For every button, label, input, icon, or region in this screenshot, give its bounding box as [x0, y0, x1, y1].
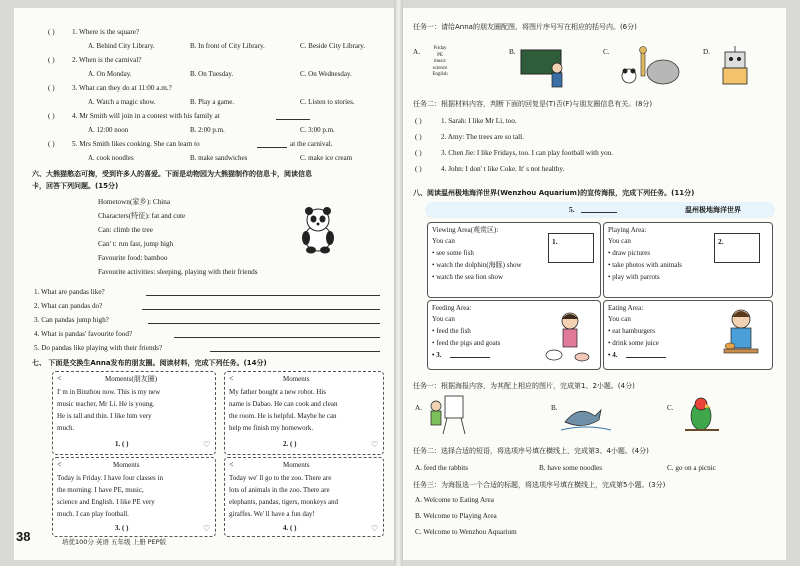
panda-cant: Can' t: run fast, jump high: [98, 240, 174, 248]
girl-feeding-picture: [544, 309, 594, 365]
mc-question-5: 5. Mrs Smith likes cooking. She can learn to: [72, 140, 200, 148]
panda-illustration: [297, 206, 339, 254]
poster-header: [425, 202, 775, 218]
schedule-card: [425, 46, 455, 90]
mc-option-4b: B. 2:00 p.m.: [190, 126, 225, 134]
boy-eating-picture: [716, 305, 766, 365]
back-arrow-icon[interactable]: <: [229, 374, 234, 383]
answer-line-3[interactable]: [450, 350, 490, 358]
feeding-area-item-2: • feed the pigs and goats: [432, 339, 501, 347]
robot-picture: [715, 44, 761, 88]
section-6-title: 六、大熊猫憨态可掬，受到许多人的喜爱。下面是动物园为大熊猫制作的信息卡，阅读信息: [32, 170, 312, 178]
mc-option-2c: C. On Wednesday.: [300, 70, 352, 78]
panda-can: Can: climb the tree: [98, 226, 153, 234]
poster-title-blank[interactable]: [581, 205, 617, 213]
tf-paren-3[interactable]: ( ): [415, 149, 422, 157]
mc-question-2: 2. When is the carnival?: [72, 56, 142, 64]
answer-line-4[interactable]: [626, 350, 666, 358]
task-2-title: 任务二：根据材料内容，判断下面的回复是(T)否(F)与朋友圈信息有关。(8分): [413, 100, 653, 108]
sec8-task-3-title: 任务三：为海报选一个合适的标题，将选项序号填在横线上，完成第5小题。(3分): [413, 481, 666, 489]
answer-box-1-label: 1.: [552, 237, 558, 246]
playing-area-heading: Playing Area:: [608, 226, 647, 234]
mc-question-3: 3. What can they do at 11:00 a.m.?: [72, 84, 172, 92]
answer-line-3[interactable]: [148, 316, 380, 324]
parrot-picture: [679, 394, 723, 438]
schedule-item: music: [434, 59, 446, 64]
mc-paren-4[interactable]: ( ): [48, 112, 55, 120]
feeding-area-you-can: You can: [432, 315, 455, 323]
moments-card-2-line-3: the room. He is helpful. Maybe he can: [229, 412, 337, 420]
picture-d-label: D.: [703, 48, 710, 56]
mc-option-5a: A. cook noodles: [88, 154, 134, 162]
mc-option-1c: C. Beside City Library.: [300, 42, 366, 50]
eating-area-heading: Eating Area:: [608, 304, 644, 312]
eating-area-card: [603, 300, 773, 370]
playing-area-card: [603, 222, 773, 298]
moments-card-4-answer[interactable]: 4. ( ): [283, 524, 297, 532]
mc-option-4a: A. 12:00 noon: [88, 126, 129, 134]
panda-question-1: 1. What are pandas like?: [34, 288, 105, 296]
answer-line-5[interactable]: [210, 344, 380, 352]
moments-card-3-answer[interactable]: 3. ( ): [115, 524, 129, 532]
teacher-blackboard-picture: [517, 48, 573, 88]
zoo-animals-picture: [613, 46, 683, 88]
phrase-option-a: A. feed the rabbits: [415, 464, 469, 472]
title-option-a: A. Welcome to Eating Area: [415, 496, 494, 504]
schedule-item: science: [432, 65, 448, 71]
back-arrow-icon[interactable]: <: [57, 460, 62, 469]
moments-card-2-line-4: help me finish my homework.: [229, 424, 314, 432]
heart-icon[interactable]: ♡: [371, 440, 379, 449]
picture-c-label: C.: [603, 48, 610, 56]
moments-card-3-line-4: much. I can play football.: [57, 510, 129, 518]
mc-question-5-tail: at the carnival.: [290, 140, 333, 148]
sec8-task-2-title: 任务二：选择合适的短语，将选项序号填在横线上，完成第3、4小题。(4分): [413, 447, 649, 455]
schedule-item: English: [432, 72, 448, 77]
viewing-area-you-can: You can: [432, 237, 455, 245]
mc-paren-5[interactable]: ( ): [48, 140, 55, 148]
panda-activities: Favourite activities: sleeping, playing with their friends: [98, 268, 258, 276]
mc-paren-2[interactable]: ( ): [48, 56, 55, 64]
book-spine: [394, 0, 403, 566]
mc-option-2b: B. On Tuesday.: [190, 70, 234, 78]
tf-item-3: 3. Chen Jie: I like Fridays, too. I can play football with you.: [441, 149, 614, 157]
answer-line-2[interactable]: [142, 302, 380, 310]
answer-box-2-label: 2.: [718, 237, 724, 246]
sec8-task-1-title: 任务一：根据海报内容，为其配上相应的图片，完成第1、2小题。(4分): [413, 382, 635, 390]
panda-characters: Characters(特征): fat and cute: [98, 212, 186, 220]
poster-pic-b-label: B.: [551, 404, 558, 412]
schedule-item: PE: [437, 52, 443, 58]
moments-card-3-line-3: science and English. I like PE very: [57, 498, 155, 506]
viewing-area-card: [427, 222, 601, 298]
mc-option-5c: C. make ice cream: [300, 154, 353, 162]
mc-option-3b: B. Play a game.: [190, 98, 235, 106]
moments-card-2: [224, 371, 384, 455]
mc-option-5b: B. make sandwiches: [190, 154, 248, 162]
moments-card-2-line-2: name is Dabao. He can cook and clean: [229, 400, 338, 408]
panda-question-5: 5. Do pandas like playing with their friends?: [34, 344, 163, 352]
viewing-area-heading: Viewing Area(观赏区):: [432, 226, 499, 234]
mc-option-1b: B. In front of City Library.: [190, 42, 265, 50]
eating-area-item-2: • drink some juice: [608, 339, 659, 347]
viewing-area-item-3: • watch the sea lion show: [432, 273, 504, 281]
moments-card-4-title: Moments: [283, 461, 310, 469]
mc-paren-1[interactable]: ( ): [48, 28, 55, 36]
mc-blank-5[interactable]: [257, 140, 287, 148]
mc-option-3a: A. Watch a magic show.: [88, 98, 156, 106]
heart-icon[interactable]: ♡: [371, 524, 379, 533]
phrase-option-c: C. go on a picnic: [667, 464, 716, 472]
poster-pic-c-label: C.: [667, 404, 674, 412]
feeding-area-item-3: • 3.: [432, 351, 442, 359]
tf-item-4: 4. John: I don' t like Coke. It' s not healthy.: [441, 165, 565, 173]
answer-box-2[interactable]: [714, 233, 760, 263]
viewing-area-item-2: • watch the dolphin(海豚) show: [432, 261, 522, 269]
moments-card-2-line-1: My father bought a new robot. His: [229, 388, 327, 396]
back-arrow-icon[interactable]: <: [229, 460, 234, 469]
title-option-c: C. Welcome to Wenzhou Aquarium: [415, 528, 517, 536]
moments-card-4-line-3: elephants, pandas, tigers, monkeys and: [229, 498, 339, 506]
moments-card-1-line-1: I' m in Binzhou now. This is my new: [57, 388, 161, 396]
schedule-day: Friday: [433, 46, 447, 51]
task-1-title: 任务一：请给Anna的朋友圈配图，将图片序号写在相应的括号内。(6分): [413, 23, 637, 31]
page-number: 38: [16, 529, 31, 544]
eating-area-item-1: • eat hamburgers: [608, 327, 656, 335]
heart-icon[interactable]: ♡: [203, 524, 211, 533]
boy-painting-picture: [427, 394, 467, 436]
moments-card-2-title: Moments: [283, 375, 310, 383]
eating-area-item-4: • 4.: [608, 351, 618, 359]
answer-box-1[interactable]: [548, 233, 594, 263]
mc-paren-3[interactable]: ( ): [48, 84, 55, 92]
playing-area-item-1: • draw pictures: [608, 249, 651, 257]
moments-card-3: [52, 457, 216, 537]
panda-question-2: 2. What can pandas do?: [34, 302, 103, 310]
answer-line-4[interactable]: [174, 330, 380, 338]
panda-food: Favourite food: bamboo: [98, 254, 168, 262]
picture-a-label: A.: [413, 48, 420, 56]
moments-card-3-line-1: Today is Friday. I have four classes in: [57, 474, 163, 482]
title-option-b: B. Welcome to Playing Area: [415, 512, 497, 520]
poster-pic-a-label: A.: [415, 404, 422, 412]
tf-item-1: 1. Sarah: I like Mr Li, too.: [441, 117, 517, 125]
left-page: [14, 8, 394, 560]
moments-card-1: [52, 371, 216, 455]
back-arrow-icon[interactable]: <: [57, 374, 62, 383]
moments-card-4-line-2: lots of animals in the zoo. There are: [229, 486, 330, 494]
heart-icon[interactable]: ♡: [203, 440, 211, 449]
mc-option-1a: A. Behind City Library.: [88, 42, 155, 50]
mc-option-4c: C. 3:00 p.m.: [300, 126, 335, 134]
section-8-title: 八、阅读温州极地海洋世界(Wenzhou Aquarium)的宣传海报，完成下列任务。(11分): [413, 189, 695, 197]
feeding-area-heading: Feeding Area:: [432, 304, 472, 312]
mc-blank-4[interactable]: [276, 112, 310, 120]
panda-question-4: 4. What is pandas' favourite food?: [34, 330, 133, 338]
mc-option-2a: A. On Monday.: [88, 70, 132, 78]
moments-card-1-line-3: He is tall and thin. I like him very: [57, 412, 152, 420]
playing-area-item-2: • take photos with animals: [608, 261, 682, 269]
feeding-area-item-1: • feed the fish: [432, 327, 471, 335]
answer-line-1[interactable]: [146, 288, 380, 296]
moments-card-2-answer[interactable]: 2. ( ): [283, 440, 297, 448]
dolphin-show-picture: [561, 400, 611, 434]
phrase-option-b: B. have some noodles: [539, 464, 603, 472]
panda-question-3: 3. Can pandas jump high?: [34, 316, 109, 324]
moments-card-1-title: Moments(朋友圈): [105, 375, 158, 383]
moments-card-3-title: Moments: [113, 461, 140, 469]
tf-paren-4[interactable]: ( ): [415, 165, 422, 173]
mc-option-3c: C. Listen to stories.: [300, 98, 355, 106]
viewing-area-item-1: • see some fish: [432, 249, 474, 257]
moments-card-4-line-1: Today we' ll go to the zoo. There are: [229, 474, 332, 482]
right-page: [403, 8, 786, 560]
moments-card-4-line-4: giraffes. We' ll have a fun day!: [229, 510, 315, 518]
feeding-area-card: [427, 300, 601, 370]
mc-question-4: 4. Mr Smith will join in a contest with his family at: [72, 112, 220, 120]
panda-hometown: Hometown(家乡): China: [98, 198, 171, 206]
footer-text: 培优100分 英语 五年级 上册 PEP版: [62, 538, 167, 546]
playing-area-you-can: You can: [608, 237, 631, 245]
moments-card-1-line-2: music teacher, Mr Li. He is young.: [57, 400, 155, 408]
playing-area-item-3: • play with parrots: [608, 273, 660, 281]
section-7-title: 七、 下面是交换生Anna发布的朋友圈。阅读材料，完成下列任务。(14分): [32, 359, 267, 367]
section-6-title-cont: 卡，回答下列问题。(15分): [32, 182, 119, 190]
poster-chinese-title: 温州极地海洋世界: [685, 206, 741, 214]
tf-paren-1[interactable]: ( ): [415, 117, 422, 125]
tf-item-2: 2. Amy: The trees are so tall.: [441, 133, 524, 141]
tf-paren-2[interactable]: ( ): [415, 133, 422, 141]
moments-card-1-answer[interactable]: 1. ( ): [115, 440, 129, 448]
moments-card-3-line-2: the morning. I have PE, music,: [57, 486, 144, 494]
moments-card-1-line-4: much.: [57, 424, 75, 432]
mc-question-1: 1. Where is the square?: [72, 28, 140, 36]
moments-card-4: [224, 457, 384, 537]
eating-area-you-can: You can: [608, 315, 631, 323]
picture-b-label: B.: [509, 48, 516, 56]
poster-title-number: 5.: [569, 205, 575, 214]
